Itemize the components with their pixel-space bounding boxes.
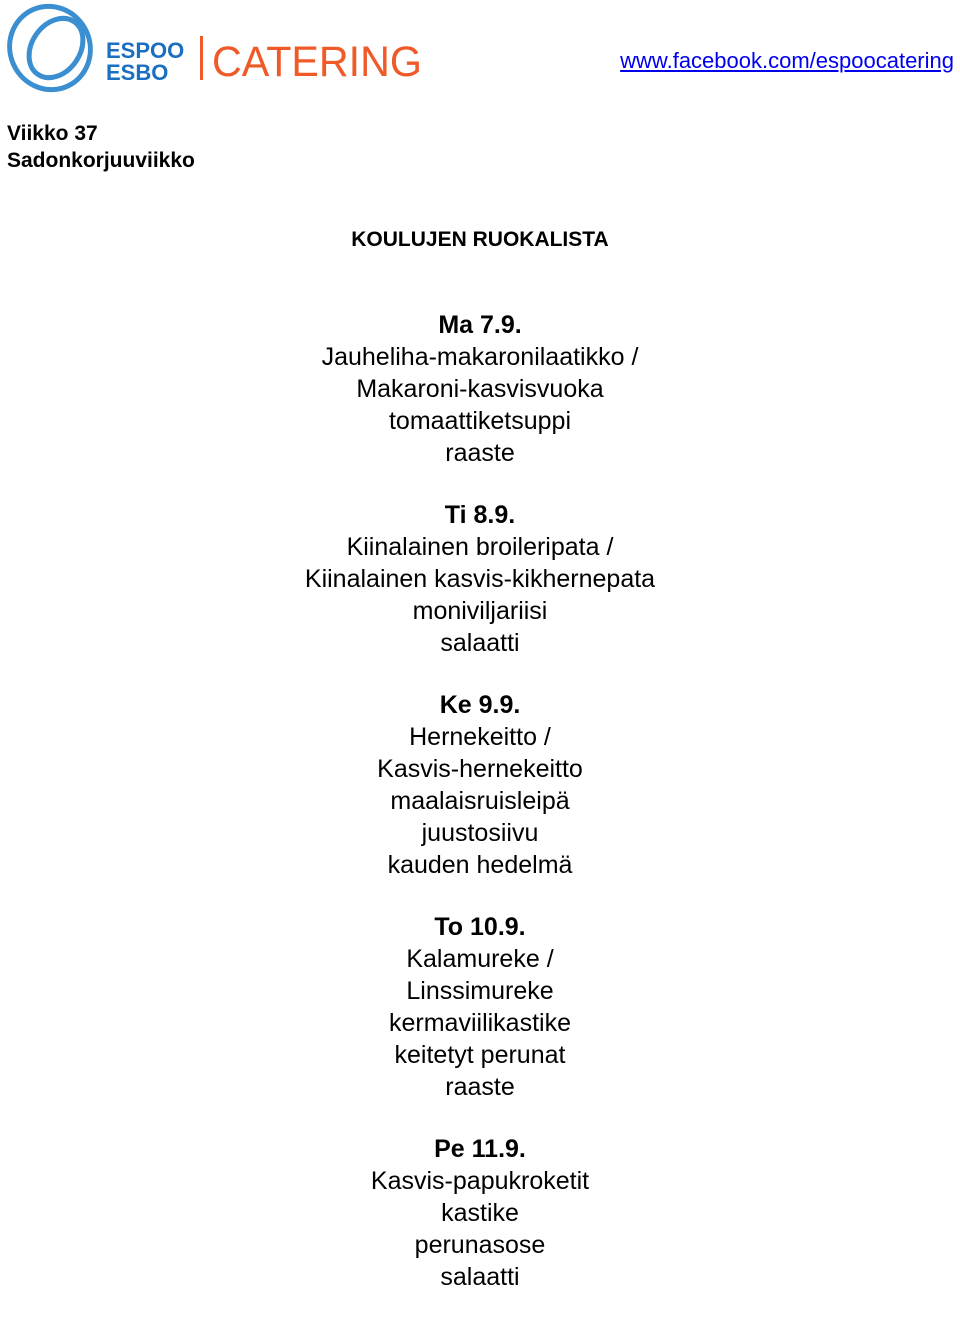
dish: maalaisruisleipä xyxy=(390,787,570,815)
dish: Kasvis-papukroketit xyxy=(370,1167,590,1195)
dish: Kasvis-hernekeitto xyxy=(377,755,583,783)
day-monday xyxy=(0,309,960,469)
dish: Kalamureke / xyxy=(406,945,554,973)
dish: Hernekeitto / xyxy=(409,723,551,751)
dish: salaatti xyxy=(440,1263,520,1291)
dish: salaatti xyxy=(440,629,520,657)
dish: Linssimureke xyxy=(406,977,554,1005)
dish: juustosiivu xyxy=(421,819,539,847)
dish: Jauheliha-makaronilaatikko / xyxy=(321,343,639,371)
espoo-catering-logo xyxy=(6,2,426,94)
logo-city-sv: ESBO xyxy=(106,60,169,85)
week-number: Viikko 37 xyxy=(7,122,98,145)
logo-ring-outer xyxy=(6,2,104,94)
day-thursday xyxy=(0,911,960,1103)
facebook-link[interactable]: www.facebook.com/espoocatering xyxy=(620,48,954,73)
dish: Makaroni-kasvisvuoka xyxy=(356,375,604,403)
dish: Kiinalainen kasvis-kikhernepata xyxy=(304,565,656,593)
logo-ring-icon xyxy=(6,2,104,94)
dish: perunasose xyxy=(414,1231,546,1259)
day-heading: Ma 7.9. xyxy=(438,311,522,339)
dish: kermaviilikastike xyxy=(389,1009,571,1037)
day-heading: Ti 8.9. xyxy=(444,501,516,529)
dish: moniviljariisi xyxy=(412,597,548,625)
dish: keitetyt perunat xyxy=(394,1041,566,1069)
logo-brand: CATERING xyxy=(212,38,422,86)
dish: raaste xyxy=(445,439,515,467)
day-heading: Pe 11.9. xyxy=(434,1135,526,1163)
week-info xyxy=(7,120,195,174)
day-heading: To 10.9. xyxy=(434,913,526,941)
dish: tomaattiketsuppi xyxy=(388,407,572,435)
day-friday xyxy=(0,1133,960,1293)
day-tuesday xyxy=(0,499,960,659)
week-theme: Sadonkorjuuviikko xyxy=(7,149,195,172)
day-heading: Ke 9.9. xyxy=(439,691,521,719)
dish: kastike xyxy=(441,1199,519,1227)
logo-city-fi: ESPOO xyxy=(106,38,185,63)
day-wednesday xyxy=(0,689,960,881)
menu-title: KOULUJEN RUOKALISTA xyxy=(351,228,609,251)
logo-divider xyxy=(200,36,203,80)
menu-days xyxy=(0,309,960,1323)
dish: raaste xyxy=(445,1073,515,1101)
dish: Kiinalainen broileripata / xyxy=(346,533,614,561)
dish: kauden hedelmä xyxy=(387,851,573,879)
